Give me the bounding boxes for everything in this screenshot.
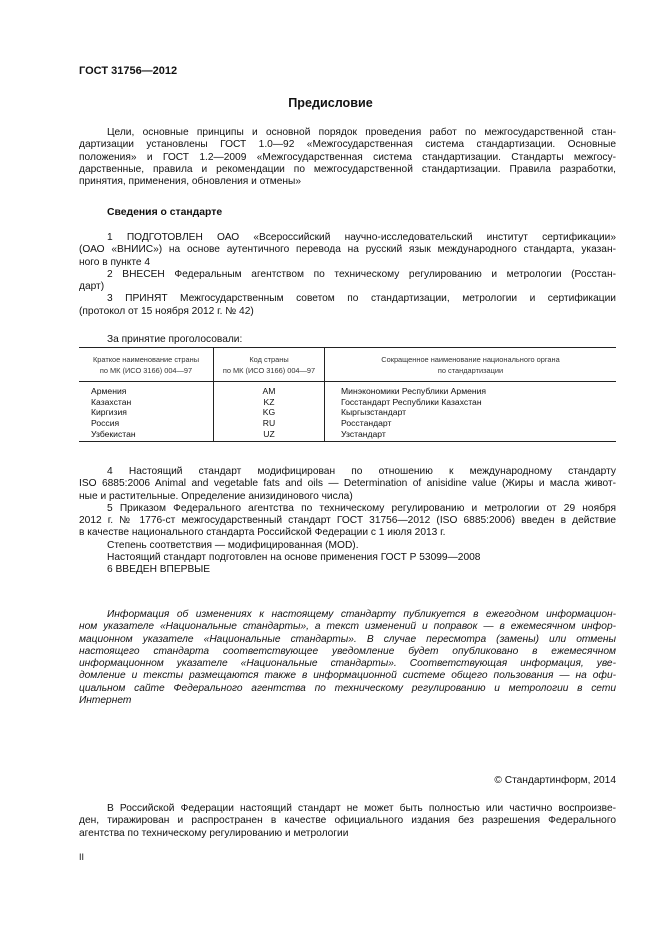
page-number: II (79, 852, 85, 862)
section-heading: Сведения о стандарте (107, 207, 223, 218)
item-4-line: ISO 6885:2006 Animal and vegetable fats and oils — Determination of anisidine value (Жиры и масла живот- (79, 478, 616, 490)
notice-line: настоящего стандарта соответствующее уведомление будет опубликовано в ежемесячном (79, 645, 616, 657)
table-header-body: Сокращенное наименование национального органа по стандартизации (325, 348, 617, 382)
item-4-line: ные и растительные. Определение анизидинового числа) (79, 490, 353, 502)
item-1-line: ного в пункте 4 (79, 256, 151, 268)
intro-line: дартизации установлены ГОСТ 1.0—92 «Межгосударственная система стандартизации. Основные (79, 139, 616, 151)
legal-line: агентства по техническому регулированию и метрологии (79, 827, 349, 839)
intro-line: дарственные, правила и рекомендации по межгосударственной стандартизации. Правила разработки, (79, 163, 616, 175)
based-on-line: Настоящий стандарт подготовлен на основе применения ГОСТ Р 53099—2008 (107, 552, 481, 564)
item-1-line: 1 ПОДГОТОВЛЕН ОАО «Всероссийский научно-исследовательский институт сертификации» (107, 232, 616, 243)
item-5-line: 5 Приказом Федерального агентства по техническому регулированию и метрологии от 29 ноября (107, 502, 616, 514)
notice-line: ном указателе «Национальные стандарты», а текст изменений и поправок — в ежемесячном инфор- (79, 621, 616, 633)
voting-table (79, 347, 616, 445)
item-5-line: в качестве национального стандарта Российской Федерации с 1 июля 2013 г. (79, 527, 446, 539)
item-1-line: (ОАО «ВНИИС») на основе аутентичного перевода на русский язык международного стандарта, указан- (79, 244, 616, 256)
table-row: Киргизия KG Кыргызстандарт (79, 407, 616, 418)
legal-paragraph (79, 803, 616, 840)
intro-line: принятия, применения, обновления и отмены» (79, 176, 302, 188)
table-header-code: Код страны по МК (ИСО 3166) 004—97 (214, 348, 325, 382)
item-6-line: 6 ВВЕДЕН ВПЕРВЫЕ (107, 564, 211, 576)
degree-line: Степень соответствия — модифицированная (MOD). (107, 539, 359, 551)
table-row: Россия RU Росстандарт (79, 418, 616, 429)
table-row: Узбекистан UZ Узстандарт (79, 429, 616, 441)
changes-notice (79, 609, 616, 707)
legal-line: В Российской Федерации настоящий стандарт не может быть полностью или частично воспроизве- (107, 803, 616, 814)
table-row: Армения AM Минэкономики Республики Армения (79, 382, 616, 397)
standard-info-items-continued (79, 466, 616, 577)
copyright: © Стандартинформ, 2014 (494, 775, 616, 786)
item-2-line: дарт) (79, 281, 105, 293)
intro-line: положения» и ГОСТ 1.2—2009 «Межгосударственная система стандартизации. Стандарты межгосу- (79, 151, 616, 163)
item-4-line: 4 Настоящий стандарт модифицирован по отношению к международному стандарту (107, 466, 616, 477)
table-header-country: Краткое наименование страны по МК (ИСО 3166) 004—97 (79, 348, 214, 382)
legal-line: ден, тиражирован и распространен в качестве официального издания без разрешения Федерального (79, 815, 616, 827)
notice-line: Информация об изменениях к настоящему стандарту публикуется в ежегодном информацион- (107, 609, 616, 620)
document-id: ГОСТ 31756—2012 (79, 65, 178, 77)
item-3-line: (протокол от 15 ноября 2012 г. № 42) (79, 305, 254, 317)
table-row: Казахстан KZ Госстандарт Республики Казахстан (79, 397, 616, 408)
intro-paragraph (79, 127, 616, 188)
notice-line: домление и тексты размещаются также в информационной системе общего пользования — на офи- (79, 670, 616, 682)
vote-label: За принятие проголосовали: (107, 334, 243, 345)
page-title: Предисловие (288, 96, 373, 110)
item-5-line: 2012 г. № 1776-ст межгосударственный стандарт ГОСТ 31756—2012 (ISO 6885:2006) введен в действие (79, 515, 616, 527)
intro-line: Цели, основные принципы и основной порядок проведения работ по межгосударственной стан- (107, 127, 616, 138)
item-2-line: 2 ВНЕСЕН Федеральным агентством по техническому регулированию и метрологии (Росстан- (107, 268, 616, 280)
notice-line: Интернет (79, 695, 132, 707)
notice-line: циальном сайте Федерального агентства по техническому регулированию и метрологии в сети (79, 682, 616, 694)
item-3-line: 3 ПРИНЯТ Межгосударственным советом по стандартизации, метрологии и сертификации (107, 293, 616, 305)
notice-line: информационном указателе «Национальные стандарты». Соответствующая информация, уве- (79, 658, 616, 670)
notice-line: мационном указателе «Национальные стандарты». В случае пересмотра (замены) или отмены (79, 633, 616, 645)
standard-info-items (79, 232, 616, 318)
